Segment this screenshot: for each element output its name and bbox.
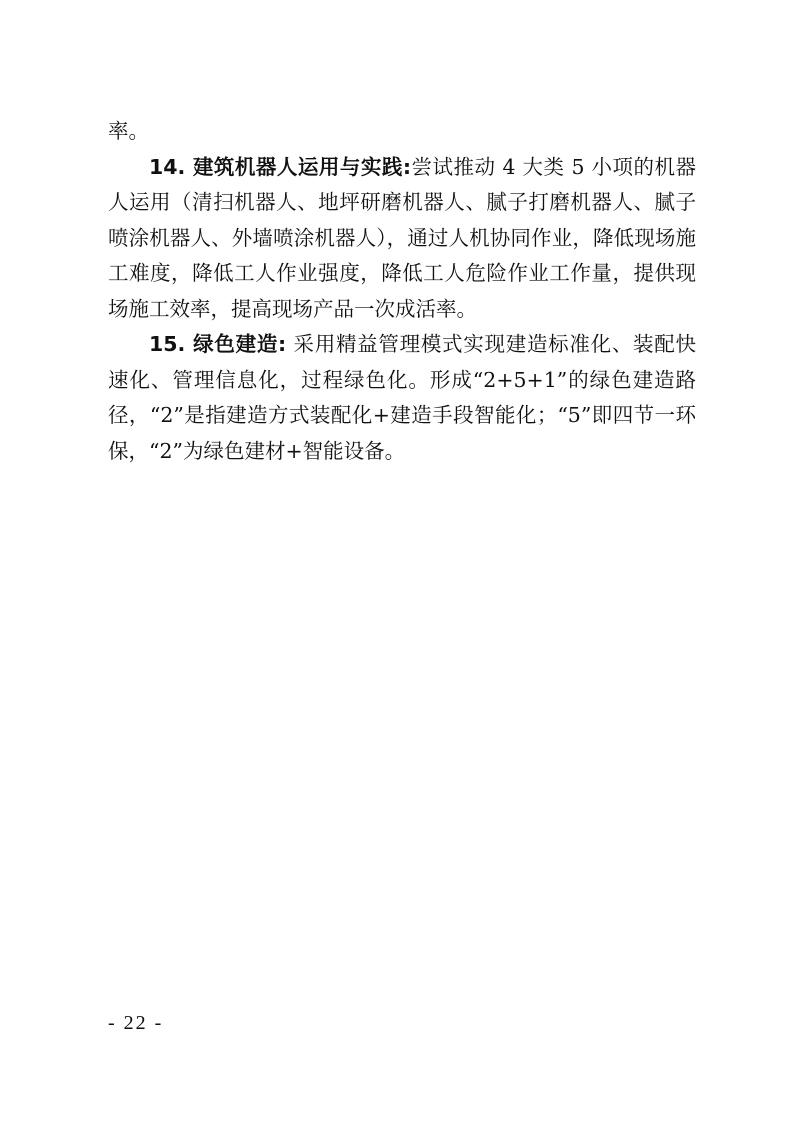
item-14-heading: 14. 建筑机器人运用与实践: [149, 154, 412, 179]
item-15-paragraph [108, 327, 696, 469]
body-text [108, 114, 696, 469]
item-15-heading: 15. 绿色建造: [149, 332, 287, 356]
page-number: - 22 - [108, 1012, 164, 1034]
item-14-body: 尝试推动 4 大类 5 小项的机器人运用（清扫机器人、地坪研磨机器人、腻子打磨机器人、腻子喷涂机器人、外墙喷涂机器人），通过人机协同作业，降低现场施工难度，降低工人作业强度，降低工人危险作业工作量，提供现场施工效率，提高现场产品一次成活率。 [108, 154, 697, 321]
item-14-paragraph [108, 150, 696, 328]
continuation-paragraph: 率。 [108, 119, 149, 143]
item-15-body: 采用精益管理模式实现建造标准化、装配快速化、管理信息化，过程绿色化。形成“2+5+1”的绿色建造路径，“2”是指建造方式装配化+建造手段智能化；“5”即四节一环保，“2”为绿色建材+智能设备。 [108, 332, 696, 463]
